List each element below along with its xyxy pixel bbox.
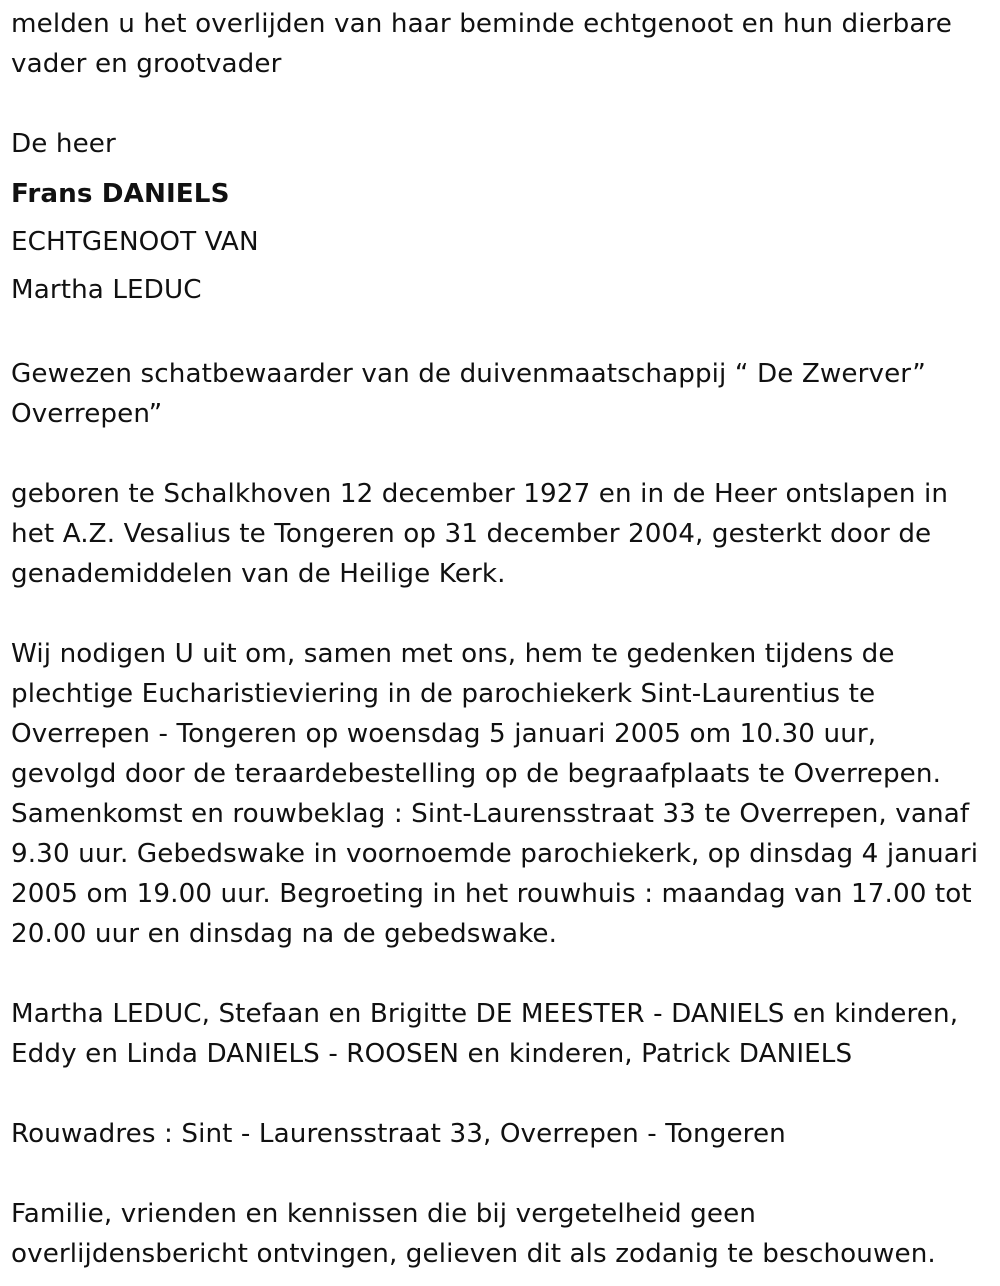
intro-line: melden u het overlijden van haar beminde echtgenoot en hun dierbare — [11, 9, 953, 39]
obituary-document — [11, 4, 991, 1274]
birth-death-paragraph — [11, 474, 991, 594]
invitation-line: 20.00 uur en dinsdag na de gebedswake. — [11, 919, 558, 949]
mourning-address: Rouwadres : Sint - Laurensstraat 33, Overrepen - Tongeren — [11, 1119, 786, 1149]
relation-label: ECHTGENOOT VAN — [11, 227, 259, 257]
invitation-line: Wij nodigen U uit om, samen met ons, hem te gedenken tijdens de — [11, 639, 895, 669]
intro-line: vader en grootvader — [11, 49, 282, 79]
closing-paragraph — [11, 1194, 991, 1274]
invitation-line: 2005 om 19.00 uur. Begroeting in het rouwhuis : maandag van 17.00 tot — [11, 879, 972, 909]
intro-paragraph — [11, 4, 991, 84]
invitation-line: gevolgd door de teraardebestelling op de begraafplaats te Overrepen. — [11, 759, 942, 789]
birth-death-line: geboren te Schalkhoven 12 december 1927 en in de Heer ontslapen in — [11, 479, 949, 509]
deceased-block — [11, 124, 991, 314]
former-role-paragraph — [11, 354, 991, 434]
former-role-line: Gewezen schatbewaarder van de duivenmaatschappij “ De Zwerver” — [11, 359, 926, 389]
former-role-line: Overrepen” — [11, 399, 163, 429]
invitation-paragraph — [11, 634, 991, 954]
family-line: Martha LEDUC, Stefaan en Brigitte DE MEESTER - DANIELS en kinderen, — [11, 999, 959, 1029]
birth-death-line: het A.Z. Vesalius te Tongeren op 31 december 2004, gesterkt door de — [11, 519, 932, 549]
salutation: De heer — [11, 129, 116, 159]
invitation-line: 9.30 uur. Gebedswake in voornoemde parochiekerk, op dinsdag 4 januari — [11, 839, 979, 869]
address-paragraph — [11, 1114, 991, 1154]
family-line: Eddy en Linda DANIELS - ROOSEN en kinderen, Patrick DANIELS — [11, 1039, 853, 1069]
closing-line: overlijdensbericht ontvingen, gelieven dit als zodanig te beschouwen. — [11, 1239, 936, 1269]
deceased-name: Frans DANIELS — [11, 179, 230, 209]
birth-death-line: genademiddelen van de Heilige Kerk. — [11, 559, 506, 589]
closing-line: Familie, vrienden en kennissen die bij vergetelheid geen — [11, 1199, 756, 1229]
invitation-line: Overrepen - Tongeren op woensdag 5 januari 2005 om 10.30 uur, — [11, 719, 877, 749]
invitation-line: Samenkomst en rouwbeklag : Sint-Laurensstraat 33 te Overrepen, vanaf — [11, 799, 970, 829]
spouse-name: Martha LEDUC — [11, 275, 202, 305]
family-paragraph — [11, 994, 991, 1074]
invitation-line: plechtige Eucharistieviering in de parochiekerk Sint-Laurentius te — [11, 679, 876, 709]
